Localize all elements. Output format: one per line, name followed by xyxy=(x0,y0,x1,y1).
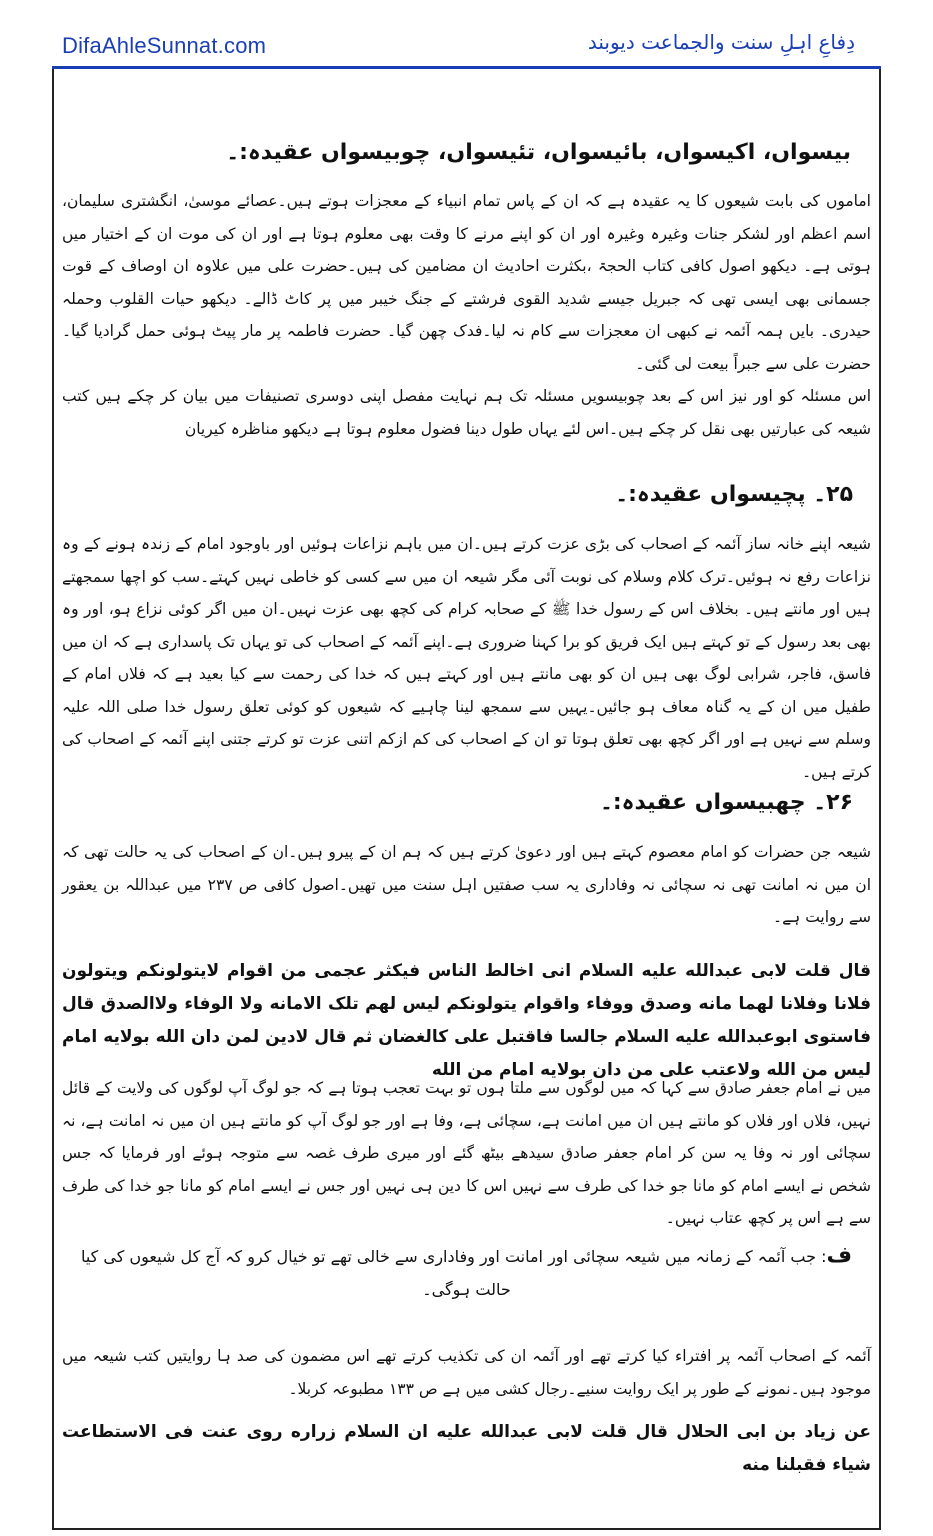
paragraph: اس مسئلہ کو اور نیز اس کے بعد چوبیسویں مسئلہ تک ہم نہایت مفصل اپنی دوسری تصنیفات میں بیان کر چکے ہیں کتب شیعہ کی عبارتیں بھی نقل کر چکے ہیں۔اس لئے یہاں طول دینا فضول معلوم ہوتا ہے دیکھو مناظرہ کیریان xyxy=(62,387,871,438)
page-header-title: دِفاعِ اہلِ سنت والجماعت دیوبند xyxy=(587,30,855,54)
arabic-quote: قال قلت لابی عبدالله علیه السلام انی اخالط الناس فیکثر عجمی من اقوام لایتولونکم ویتولون فلانا وفلانا لهما مانه وصدق ووفاء واقوام یتولونکم لیس لهم تلک الامانه ولا الوفاء ولاالصدق قال فاستوی ابوعبدالله علیه السلام جالسا فاقتبل علی کالغضان ثم قال لادین لمن دان الله بولایه امام لیس من الله ولاعتب علی من دان بولایه امام من الله xyxy=(62,961,871,1080)
paragraph: شیعہ اپنے خانہ ساز آئمہ کے اصحاب کی بڑی عزت کرتے ہیں۔ان میں باہم نزاعات ہوئیں اور باوجود امام کے زندہ ہونے کے وہ نزاعات رفع نہ ہوئیں۔ترک کلام وسلام کی نوبت آئی مگر شیعہ ان میں سے کسی کو خاطی نہیں کہتے۔سب کو اچھا سمجھتے ہیں اور مانتے ہیں۔ بخلاف اس کے رسول خدا ﷺ کے صحابہ کرام کی کچھ بھی عزت نہیں۔ان میں اگر کوئی نزاع ہو، اور وہ بھی بعد رسول کے تو کہتے ہیں ایک فریق کو برا کہنا ضروری ہے۔اپنے آئمہ کے اصحاب کی تو یہاں تک پاسداری ہے کہ ان میں فاسق، فاجر، شرابی لوگ بھی ہیں ان کو بھی مانتے ہیں اور کہتے ہیں کہ خدا کی رحمت سے کیا بعید ہے کہ فلاں امام کے طفیل میں ان کے یہ گناہ معاف ہو جائیں۔یہیں سے سمجھ لینا چاہیے کہ شیعوں کو کوئی تعلق رسول خدا صلی اللہ علیہ وسلم سے نہیں ہے اور اگر کچھ بھی تعلق ہوتا تو ان کے اصحاب کی کم ازکم اتنی عزت تو کرتے جتنی اپنے آئمہ کے اصحاب کی کرتے ہیں۔ xyxy=(62,535,871,781)
site-url[interactable]: DifaAhleSunnat.com xyxy=(62,33,267,58)
paragraph: شیعہ جن حضرات کو امام معصوم کہتے ہیں اور دعویٰ کرتے ہیں کہ ہم ان کے پیرو ہیں۔ان کے اصحاب کی یہ حالت تھی کہ ان میں نہ امانت تھی نہ سچائی نہ وفاداری یہ سب صفتیں اہل سنت میں تھیں۔اصول کافی ص ۲۳۷ میں عبداللہ بن یعقور سے روایت ہے۔ xyxy=(62,843,871,926)
section-heading-25: ۲۵۔ پچیسواں عقیدہ:۔ xyxy=(615,482,853,507)
section-heading-20-24: بیسواں، اکیسواں، بائیسواں، تئیسواں، چوبیسواں عقیدہ:۔ xyxy=(226,140,851,165)
section1-text xyxy=(62,185,871,445)
paragraph: اماموں کی بابت شیعوں کا یہ عقیدہ ہے کہ ان کے پاس تمام انبیاء کے معجزات ہوتے ہیں۔عصائے موسیٰ، انگشتری سلیمان، اسم اعظم اور لشکر جنات وغیرہ وغیرہ اور ان کو اپنے مرنے کا وقت بھی معلوم ہوتا ہے اور ان کی موت ان کے اختیار میں ہوتی ہے۔ دیکھو اصول کافی کتاب الحجۃ ،بکثرت احادیث ان مضامین کی ہیں۔حضرت علی میں علاوہ ان اوصاف کے قوت جسمانی بھی ایسی تھی کہ جبریل جیسے شدید القوی فرشتے کے جنگ خیبر میں پر کاٹ ڈالے۔ دیکھو حیات القلوب وحملہ حیدری۔ بایں ہمہ آئمہ نے کبھی ان معجزات سے کام نہ لیا۔فدک چھن گیا۔ حضرت فاطمہ پر مار پیٹ ہوئی حمل گرادیا گیا۔حضرت علی سے جبراً بیعت لی گئی۔ xyxy=(62,192,871,373)
note-text: : جب آئمہ کے زمانہ میں شیعہ سچائی اور امانت اور وفاداری سے خالی تھے تو خیال کرو کہ آج کل شیعوں کی کیا حالت ہوگی۔ xyxy=(80,1247,827,1299)
section-heading-26: ۲۶۔ چھبیسواں عقیدہ:۔ xyxy=(599,790,853,815)
note-mark: ف xyxy=(826,1243,853,1268)
urdu-translation: میں نے امام جعفر صادق سے کہا کہ میں لوگوں سے ملتا ہوں تو بہت تعجب ہوتا ہے کہ جو لوگ آپ لوگوں کی ولایت کے قائل نہیں، فلاں اور فلاں کو مانتے ہیں ان میں امانت ہے، سچائی ہے، وفا ہے اور جو لوگ آپ کو مانتے ہیں ان میں نہ امانت ہے، نہ سچائی اور نہ وفا یہ سن کر امام جعفر صادق سیدھے بیٹھ گئے اور میری طرف غصہ سے متوجہ ہوئے اور فرمایا کہ جس شخص نے ایسے امام کو مانا جو خدا کی طرف سے نہیں اس کا دین ہی نہیں اور جس نے ایسے امام کو مانا جو خدا کی طرف سے ہے اس پر کچھ عتاب نہیں۔ xyxy=(62,1079,871,1227)
section25-text xyxy=(62,528,871,788)
section26-text xyxy=(62,836,871,934)
note-line xyxy=(62,1240,871,1306)
arabic-narration: عن زیاد بن ابی الحلال قال قلت لابی عبدالله علیه ان السلام زراره روی عنت فی الاستطاعت شیاء فقبلنا منه xyxy=(62,1422,871,1475)
closing-paragraph: آئمہ کے اصحاب آئمہ پر افتراء کیا کرتے تھے اور آئمہ ان کی تکذیب کرتے تھے اس مضمون کی صد ہا روایتیں کتب شیعہ میں موجود ہیں۔نمونے کے طور پر ایک روایت سنیے۔رجال کشی میں ہے ص ۱۳۳ مطبوعہ کربلا۔ xyxy=(62,1347,871,1398)
